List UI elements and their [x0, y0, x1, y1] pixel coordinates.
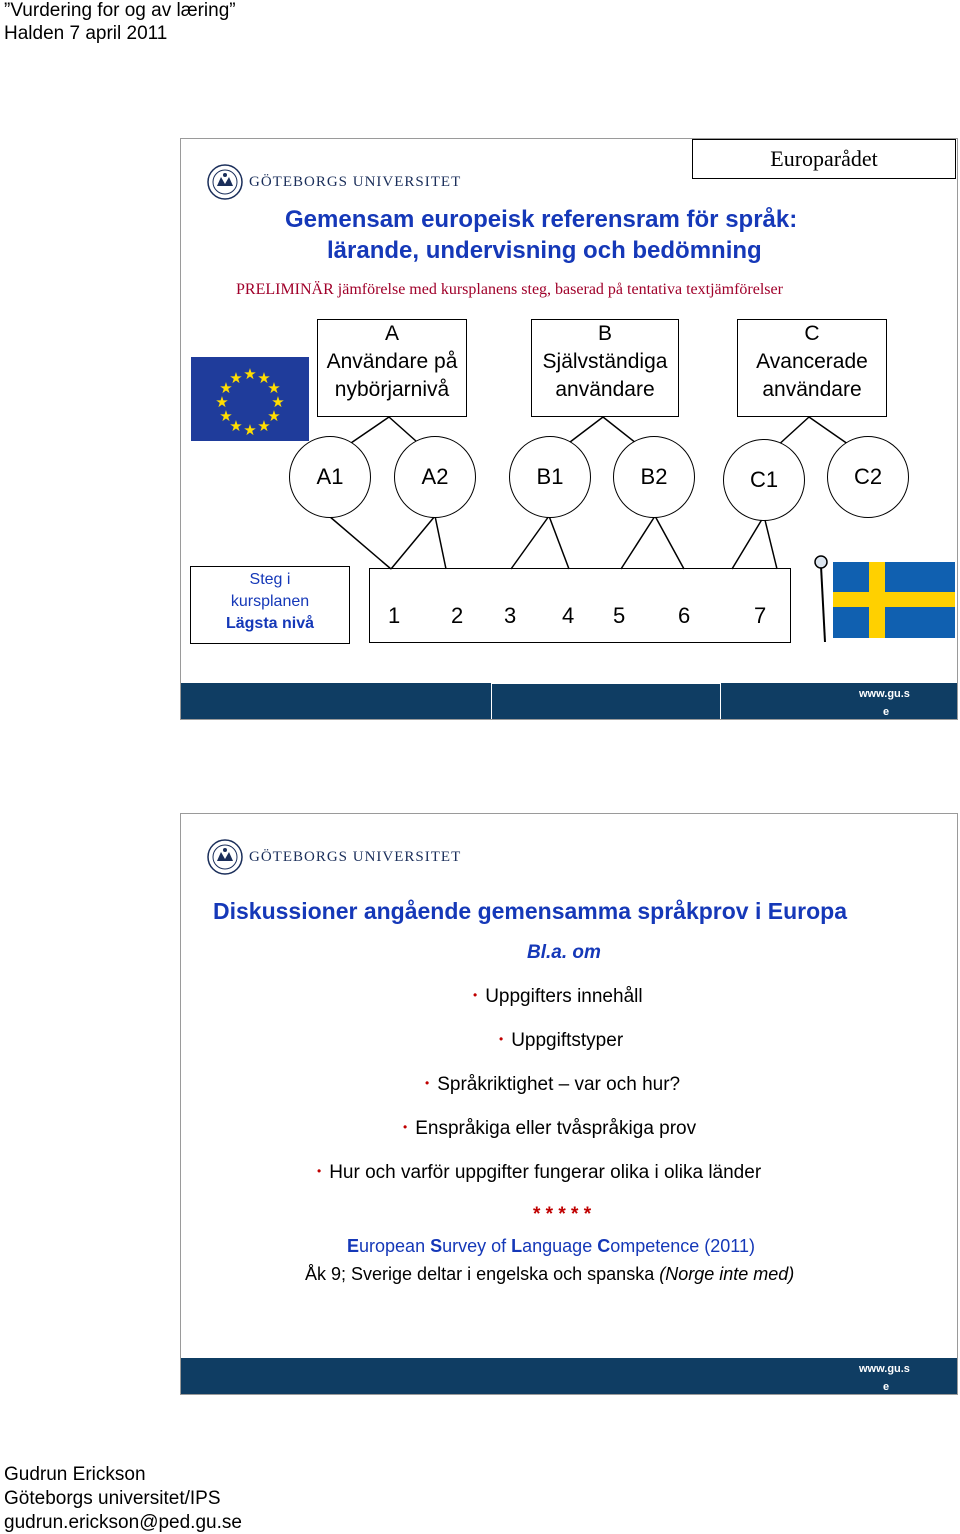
svg-text:★: ★ — [267, 379, 281, 397]
group-c-box — [737, 319, 887, 417]
step-2: 2 — [451, 603, 464, 628]
survey-title: European Survey of Language Competence (2011) — [347, 1236, 755, 1256]
level-c2-circle: C2 — [827, 436, 909, 518]
steps-box — [369, 568, 791, 643]
svg-text:★: ★ — [267, 407, 281, 425]
slide1-footer-url[interactable]: www.gu.s e — [859, 688, 910, 718]
group-a-letter: A — [384, 322, 399, 345]
svg-text:★: ★ — [243, 365, 257, 383]
survey-note: Åk 9; Sverige deltar i engelska och spanska (Norge inte med) — [305, 1264, 795, 1284]
group-b-line2: användare — [555, 378, 655, 401]
author-name: Gudrun Erickson — [4, 1464, 146, 1485]
step-6: 6 — [678, 603, 691, 628]
svg-text:★: ★ — [271, 393, 285, 411]
step-5: 5 — [613, 603, 626, 628]
steg-line3: Lägsta nivå — [225, 615, 315, 632]
bullet-item: • Hur och varför uppgifter fungerar olika i olika länder — [317, 1162, 762, 1183]
svg-text:★: ★ — [215, 393, 229, 411]
slide1-subtitle: PRELIMINÄR jämförelse med kursplanens steg, baserad på tentativa textjämförelser — [236, 281, 783, 298]
slide-1 — [180, 138, 958, 720]
level-a1-circle: A1 — [289, 436, 371, 518]
bullet-item: • Uppgifters innehåll — [473, 986, 643, 1007]
svg-text:★: ★ — [257, 369, 271, 387]
level-b1-circle: B1 — [509, 436, 591, 518]
group-c-line2: användare — [762, 378, 862, 401]
university-name-2: GÖTEBORGS UNIVERSITET — [249, 849, 462, 865]
slide2-title: Diskussioner angående gemensamma språkprov i Europa — [213, 898, 848, 924]
slide1-footer-bar — [181, 683, 957, 719]
group-b-line1: Självständiga — [542, 350, 668, 373]
svg-text:★: ★ — [229, 369, 243, 387]
slide-2 — [180, 813, 958, 1395]
university-name: GÖTEBORGS UNIVERSITET — [249, 174, 462, 190]
group-b-letter: B — [597, 322, 612, 345]
svg-text:★: ★ — [219, 379, 233, 397]
step-7: 7 — [754, 603, 767, 628]
bullet-item: • Enspråkiga eller tvåspråkiga prov — [403, 1118, 697, 1139]
group-b-box — [531, 319, 679, 417]
steg-line1: Steg i — [249, 571, 291, 588]
group-a-line1: Användare på — [326, 350, 458, 373]
document-title: ”Vurdering for og av læring” — [4, 0, 236, 21]
university-seal-icon — [207, 839, 243, 875]
group-c-line1: Avancerade — [756, 350, 868, 373]
university-logo-2 — [207, 838, 467, 878]
slide2-footer-url[interactable]: www.gu.s e — [859, 1363, 910, 1393]
slide2-intro: Bl.a. om — [527, 942, 601, 963]
slide1-title-line1: Gemensam europeisk referensram för språk: — [285, 206, 798, 233]
svg-text:★: ★ — [257, 417, 271, 435]
sweden-flag-icon — [811, 554, 957, 646]
group-c-letter: C — [804, 322, 820, 345]
svg-text:★: ★ — [243, 421, 257, 439]
stars-separator: * * * * * — [533, 1204, 592, 1225]
step-3: 3 — [504, 603, 517, 628]
group-a-line2: nybörjarnivå — [334, 378, 450, 401]
level-a2-circle: A2 — [394, 436, 476, 518]
level-b2-circle: B2 — [613, 436, 695, 518]
slide1-footer-tab — [491, 683, 721, 719]
svg-text:★: ★ — [229, 417, 243, 435]
level-c1-circle: C1 — [723, 439, 805, 521]
document-subtitle: Halden 7 april 2011 — [4, 23, 168, 44]
steg-line2: kursplanen — [230, 593, 310, 610]
group-a-box — [317, 319, 467, 417]
step-4: 4 — [562, 603, 575, 628]
svg-text:★: ★ — [219, 407, 233, 425]
author-email[interactable]: gudrun.erickson@ped.gu.se — [4, 1512, 242, 1533]
author-affiliation: Göteborgs universitet/IPS — [4, 1488, 221, 1509]
europaradet-label: Europarådet — [692, 139, 956, 179]
slide2-footer-bar — [181, 1358, 957, 1394]
bullet-item: • Språkriktighet – var och hur? — [425, 1074, 681, 1095]
step-1: 1 — [388, 603, 401, 628]
steg-label-box — [190, 566, 350, 644]
bullet-item: • Uppgiftstyper — [499, 1030, 624, 1051]
slide1-title-line2: lärande, undervisning och bedömning — [327, 237, 762, 264]
